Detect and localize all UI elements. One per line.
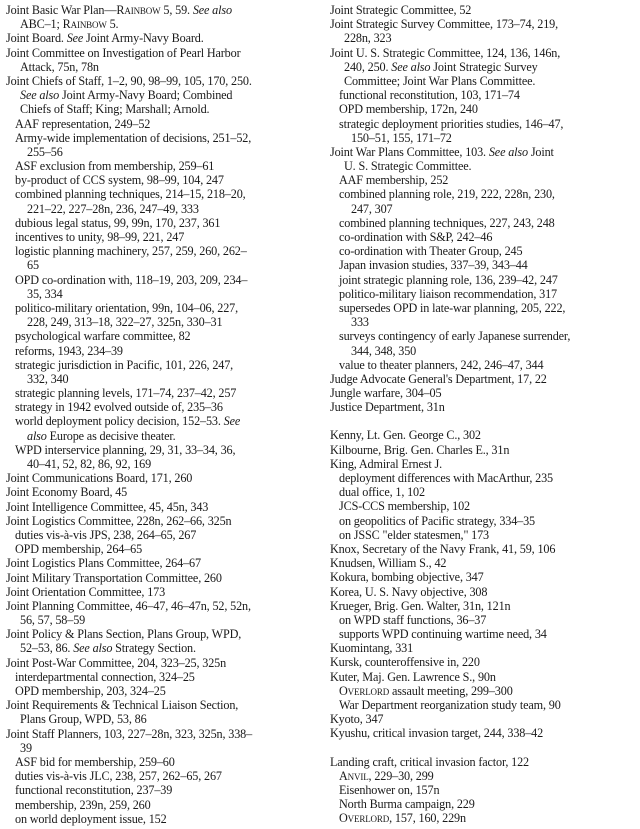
index-continuation: also Europe as decisive theater.	[27, 428, 176, 443]
index-continuation: Attack, 75n, 78n	[20, 59, 99, 74]
index-continuation: 344, 348, 350	[351, 343, 417, 358]
index-subentry: on JSSC "elder statesmen," 173	[339, 527, 489, 542]
index-continuation: 52–53, 86. See also Strategy Section.	[20, 641, 196, 656]
index-entry: Joint Staff Planners, 103, 227–28n, 323, 325n, 338–	[6, 726, 253, 741]
index-entry: Joint Committee on Investigation of Pearl Harbor	[6, 45, 241, 60]
index-entry: Joint Board. See Joint Army-Navy Board.	[6, 31, 204, 46]
index-continuation: 56, 57, 58–59	[20, 613, 86, 628]
index-subentry: world deployment policy decision, 152–53. See	[15, 414, 241, 429]
index-continuation: Plans Group, WPD, 53, 86	[20, 712, 147, 727]
index-subentry: combined planning techniques, 227, 243, 248	[339, 215, 555, 230]
index-entry: Joint Intelligence Committee, 45, 45n, 343	[6, 499, 209, 514]
index-subentry: dubious legal status, 99, 99n, 170, 237, 361	[15, 215, 221, 230]
index-subentry: functional reconstitution, 237–39	[15, 783, 173, 798]
index-entry: Korea, U. S. Navy objective, 308	[330, 584, 488, 599]
index-subentry: interdepartmental connection, 324–25	[15, 669, 195, 684]
index-entry: Joint Post-War Committee, 204, 323–25, 325n	[6, 655, 227, 670]
index-entry: Joint Orientation Committee, 173	[6, 584, 166, 599]
index-entry: Joint Basic War Plan—Rainbow 5, 59. See also	[6, 3, 232, 17]
index-column-left	[6, 3, 312, 826]
index-subentry: strategic planning levels, 171–74, 237–42, 257	[15, 386, 237, 401]
index-entry: Jungle warfare, 304–05	[330, 386, 442, 401]
index-subentry: logistic planning machinery, 257, 259, 260, 262–	[15, 244, 247, 259]
index-subentry: membership, 239n, 259, 260	[15, 797, 151, 812]
index-continuation: 39	[20, 740, 32, 755]
index-subentry: Japan invasion studies, 337–39, 343–44	[339, 258, 528, 273]
index-entry: Joint Strategic Committee, 52	[330, 3, 472, 17]
index-entry: Joint Military Transportation Committee, 260	[6, 570, 222, 585]
index-entry: Joint Logistics Committee, 228n, 262–66, 325n	[6, 513, 232, 528]
index-subentry: War Department reorganization study team, 90	[339, 698, 561, 712]
index-entry: Kyushu, critical invasion target, 244, 338–42	[330, 726, 544, 741]
index-subentry: supports WPD continuing wartime need, 34	[339, 627, 547, 642]
index-subentry: WPD interservice planning, 29, 31, 33–34, 36,	[15, 442, 236, 457]
index-subentry: Overlord assault meeting, 299–300	[339, 683, 513, 698]
index-entry: Justice Department, 31n	[330, 400, 445, 415]
index-subentry: functional reconstitution, 103, 171–74	[339, 88, 520, 103]
index-subentry: surveys contingency of early Japanese surrender,	[339, 329, 571, 344]
index-subentry: politico-military liaison recommendation, 317	[339, 286, 557, 301]
index-entry: Kilbourne, Brig. Gen. Charles E., 31n	[330, 442, 510, 457]
index-subentry: strategic deployment priorities studies, 146–47,	[339, 116, 564, 131]
index-entry: Kuter, Maj. Gen. Lawrence S., 90n	[330, 669, 496, 684]
index-subentry: on WPD staff functions, 36–37	[339, 612, 487, 627]
index-entry: Joint War Plans Committee, 103. See also Joint	[330, 144, 554, 159]
index-entry: Landing craft, critical invasion factor, 122	[330, 754, 530, 769]
index-continuation: Committee; Joint War Plans Committee.	[344, 73, 536, 88]
index-entry: Joint U. S. Strategic Committee, 124, 136, 146n,	[330, 45, 561, 60]
index-continuation: U. S. Strategic Committee.	[344, 159, 472, 174]
index-subentry: by-product of CCS system, 98–99, 104, 247	[15, 173, 224, 188]
index-entry: Joint Communications Board, 171, 260	[6, 471, 193, 486]
index-subentry: duties vis-à-vis JLC, 238, 257, 262–65, 267	[15, 769, 222, 784]
index-entry: Joint Strategic Survey Committee, 173–74, 219,	[330, 17, 559, 32]
index-subentry: strategy in 1942 evolved outside of, 235–36	[15, 400, 223, 415]
index-subentry: co-ordination with Theater Group, 245	[339, 244, 523, 259]
index-subentry: Eisenhower on, 157n	[339, 782, 440, 797]
index-subentry: OPD membership, 264–65	[15, 542, 143, 557]
index-subentry: deployment differences with MacArthur, 235	[339, 471, 553, 485]
index-subentry: OPD membership, 203, 324–25	[15, 684, 166, 698]
index-subentry: reforms, 1943, 234–39	[15, 343, 123, 358]
index-subentry: North Burma campaign, 229	[339, 797, 475, 812]
index-subentry: JCS-CCS membership, 102	[339, 499, 470, 514]
index-entry: Krueger, Brig. Gen. Walter, 31n, 121n	[330, 598, 511, 613]
index-subentry: AAF representation, 249–52	[15, 116, 151, 131]
index-entry: King, Admiral Ernest J.	[330, 456, 442, 471]
index-subentry: dual office, 1, 102	[339, 485, 425, 500]
index-entry: Joint Chiefs of Staff, 1–2, 90, 98–99, 105, 170, 250.	[6, 73, 252, 88]
index-entry: Judge Advocate General's Department, 17, 22	[330, 371, 547, 386]
index-subentry: ASF bid for membership, 259–60	[15, 754, 175, 769]
index-entry: Kyoto, 347	[330, 712, 384, 727]
index-subentry: strategic jurisdiction in Pacific, 101, 226, 247,	[15, 357, 234, 372]
index-entry: Joint Policy & Plans Section, Plans Group, WPD,	[6, 627, 242, 642]
index-continuation: ABC–1; Rainbow 5.	[20, 17, 119, 32]
index-subentry: AAF membership, 252	[339, 173, 449, 188]
index-subentry: Overlord, 157, 160, 229n	[339, 811, 466, 826]
index-subentry: co-ordination with S&P, 242–46	[339, 230, 493, 244]
index-continuation: Chiefs of Staff; King; Marshall; Arnold.	[20, 102, 210, 117]
index-subentry: ASF exclusion from membership, 259–61	[15, 159, 215, 174]
index-continuation: 247, 307	[351, 201, 393, 216]
index-subentry: Army-wide implementation of decisions, 251–52,	[15, 130, 252, 145]
index-subentry: psychological warfare committee, 82	[15, 329, 191, 344]
index-entry: Kenny, Lt. Gen. George C., 302	[330, 428, 481, 443]
index-subentry: supersedes OPD in late-war planning, 205, 222,	[339, 300, 566, 315]
index-continuation: 221–22, 227–28n, 236, 247–49, 333	[27, 201, 199, 216]
index-column-right	[330, 3, 636, 826]
index-subentry: politico-military orientation, 99n, 104–06, 227,	[15, 300, 238, 315]
index-continuation: 228, 249, 313–18, 322–27, 325n, 330–31	[27, 315, 223, 330]
index-entry: Joint Planning Committee, 46–47, 46–47n, 52, 52n,	[6, 598, 251, 613]
index-subentry: combined planning role, 219, 222, 228n, 230,	[339, 187, 555, 202]
index-continuation: 332, 340	[27, 371, 69, 386]
index-continuation: 333	[351, 315, 369, 330]
index-subentry: value to theater planners, 242, 246–47, 344	[339, 357, 544, 372]
index-subentry: on world deployment issue, 152	[15, 811, 167, 826]
index-entry: Kursk, counteroffensive in, 220	[330, 655, 480, 670]
index-entry: Knudsen, William S., 42	[330, 556, 447, 571]
index-subentry: OPD co-ordination with, 118–19, 203, 209, 234–	[15, 272, 248, 287]
index-continuation: 255–56	[27, 144, 63, 159]
index-entry: Joint Economy Board, 45	[6, 485, 128, 500]
index-continuation: 40–41, 52, 82, 86, 92, 169	[27, 457, 152, 471]
index-subentry: incentives to unity, 98–99, 221, 247	[15, 230, 185, 244]
index-subentry: OPD membership, 172n, 240	[339, 102, 478, 117]
index-subentry: on geopolitics of Pacific strategy, 334–35	[339, 513, 535, 528]
index-continuation: 240, 250. See also Joint Strategic Survey	[344, 59, 538, 74]
index-entry: Kuomintang, 331	[330, 641, 414, 656]
index-continuation: 65	[27, 258, 39, 273]
index-entry: Joint Requirements & Technical Liaison Section,	[6, 698, 239, 713]
index-subentry: duties vis-à-vis JPS, 238, 264–65, 267	[15, 527, 197, 542]
index-subentry: joint strategic planning role, 136, 239–42, 247	[339, 272, 558, 287]
index-continuation: 150–51, 155, 171–72	[351, 130, 452, 145]
index-continuation: 228n, 323	[344, 31, 392, 46]
section-gap	[330, 741, 636, 755]
index-continuation: See also Joint Army-Navy Board; Combined	[20, 88, 233, 103]
index-entry: Joint Logistics Plans Committee, 264–67	[6, 556, 201, 571]
index-subentry: combined planning techniques, 214–15, 218–20,	[15, 187, 246, 202]
index-subentry: Anvil, 229–30, 299	[339, 768, 434, 783]
section-gap	[330, 414, 636, 428]
index-entry: Knox, Secretary of the Navy Frank, 41, 59, 106	[330, 541, 556, 556]
index-continuation: 35, 334	[27, 286, 63, 301]
index-entry: Kokura, bombing objective, 347	[330, 570, 484, 585]
